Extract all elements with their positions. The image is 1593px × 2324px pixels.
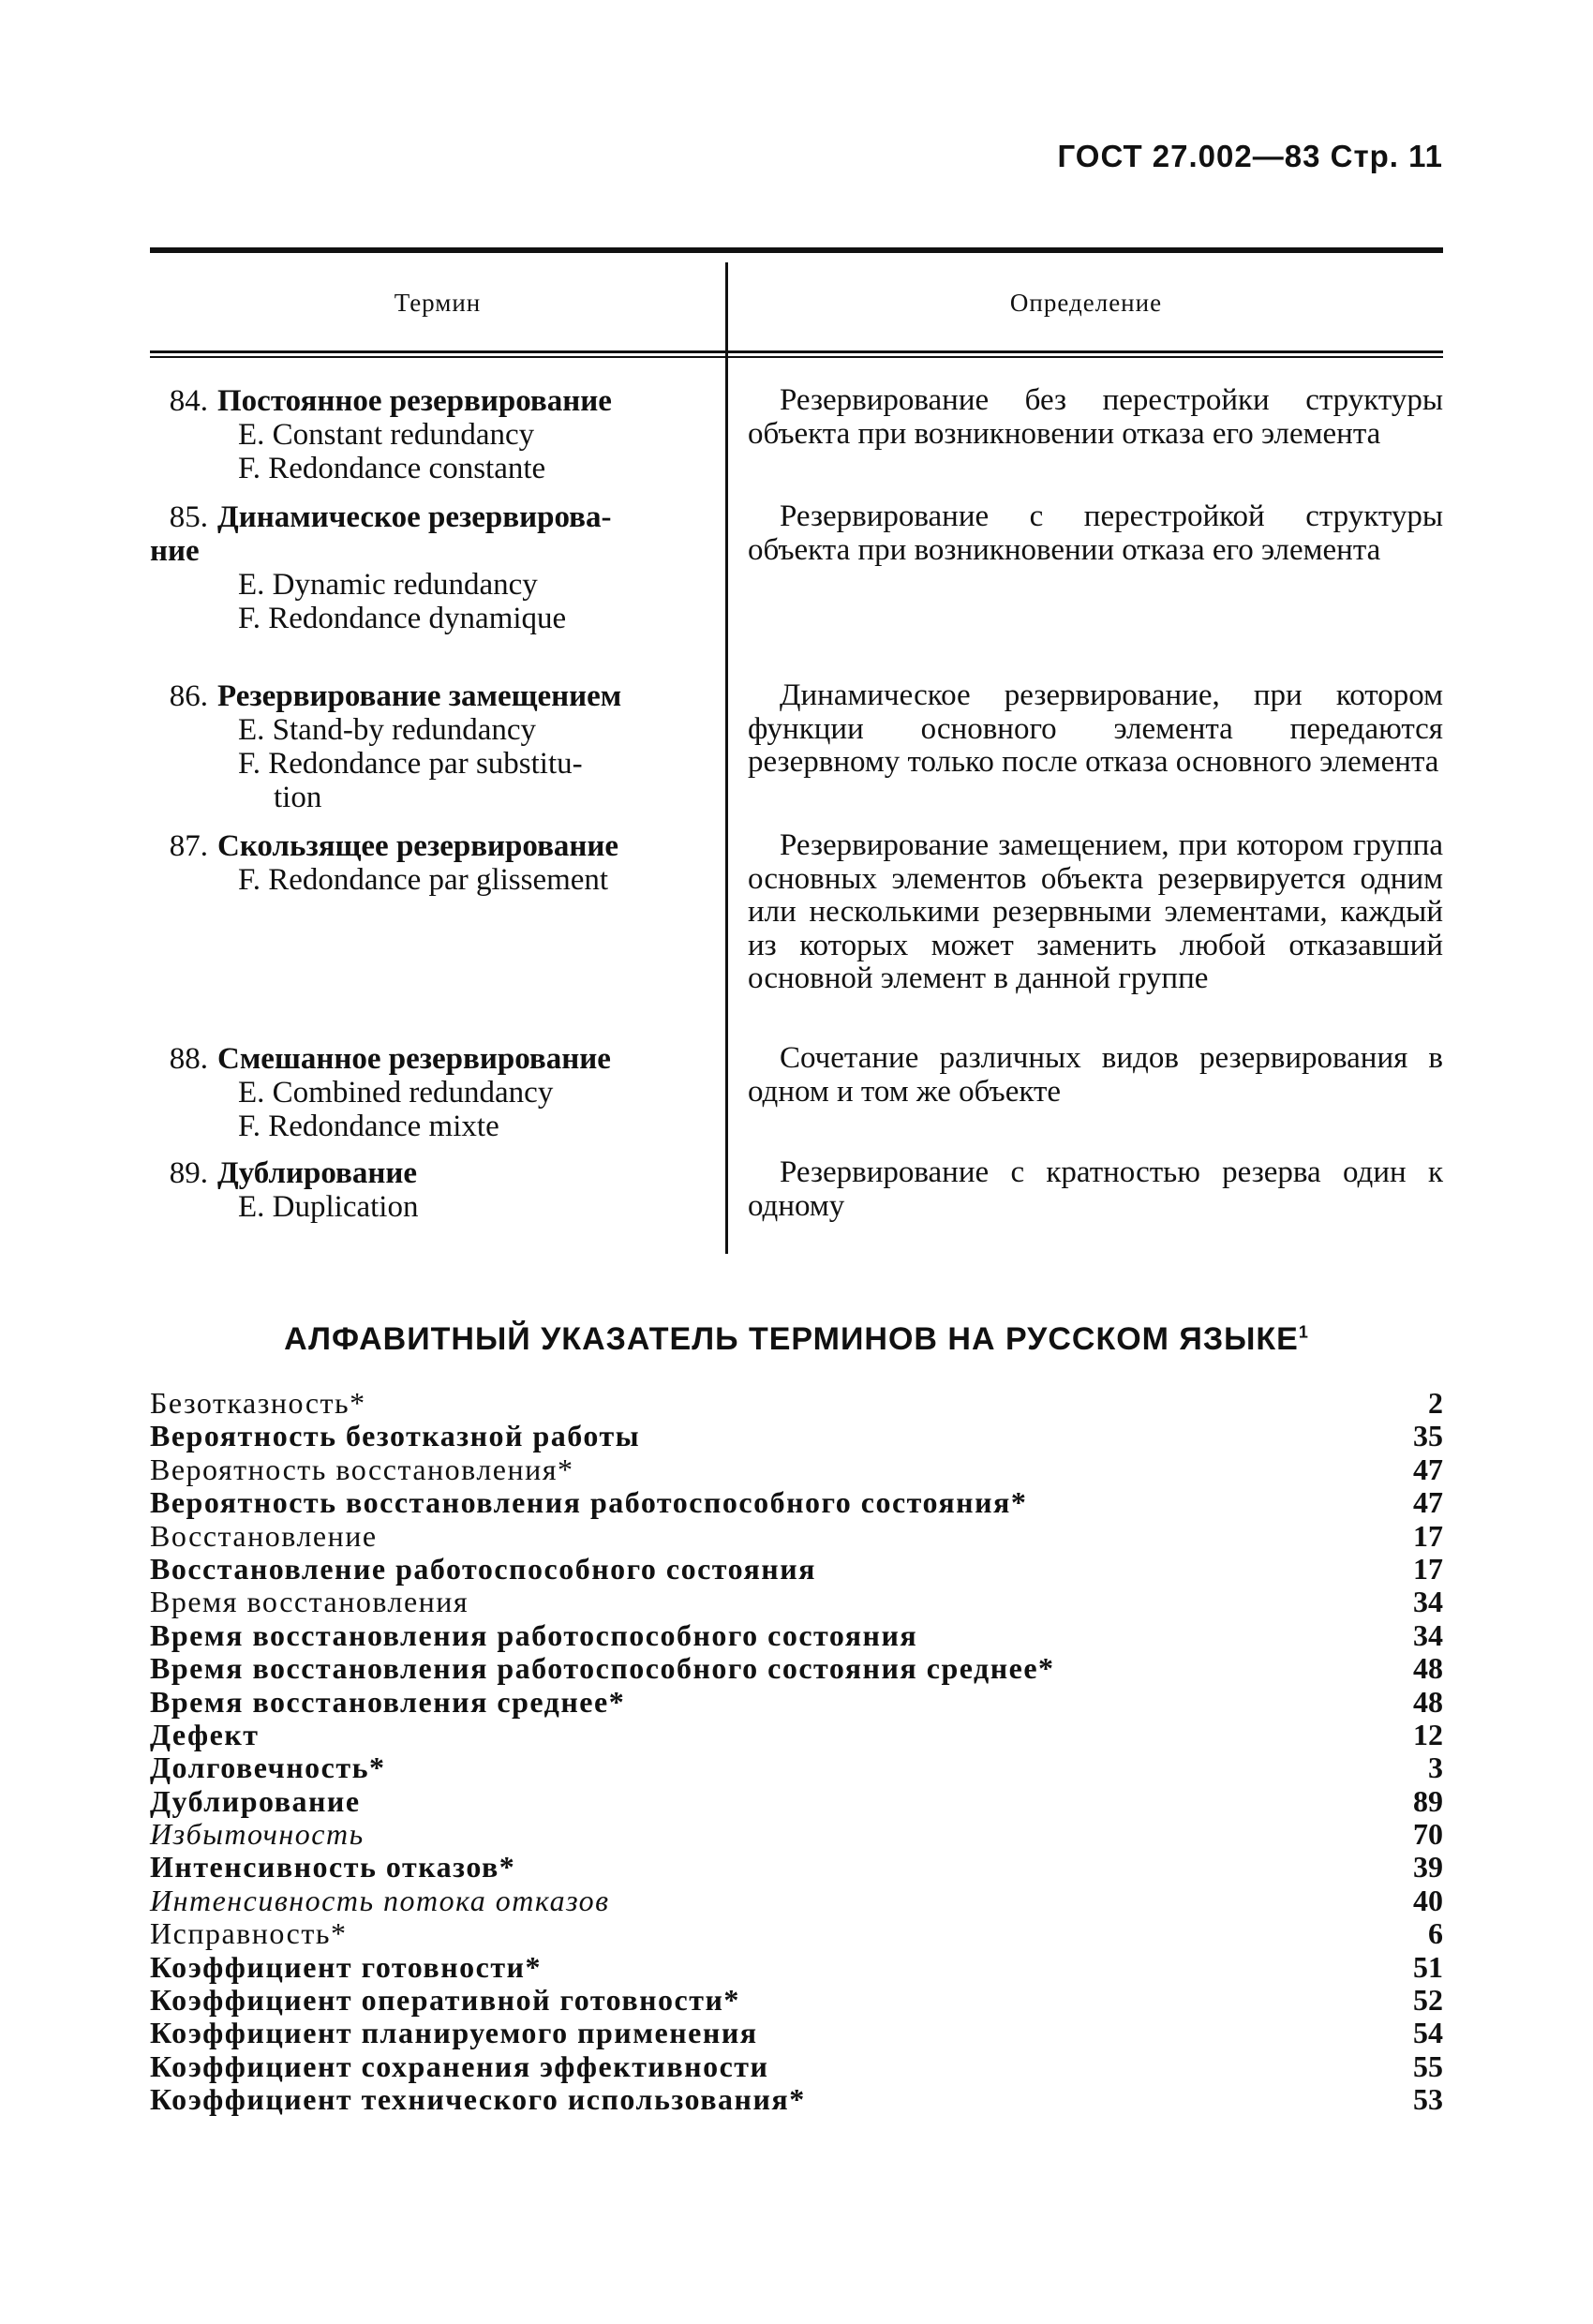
index-term: Дефект — [150, 1717, 260, 1751]
index-page-number: 48 — [1413, 1684, 1443, 1719]
index-row — [150, 1486, 1443, 1519]
index-term: Время восстановления — [150, 1585, 469, 1619]
term-definition: Сочетание различных видов резервирования в одном и том же объекте — [748, 1041, 1443, 1109]
term-definition: Резервирование с кратностью резерва один к одному — [748, 1155, 1443, 1223]
term-russian: Дублирование — [217, 1156, 418, 1190]
index-row — [150, 1785, 1443, 1818]
index-term: Восстановление — [150, 1518, 378, 1553]
term-russian: Резервирование замещением — [217, 679, 622, 713]
term-cell — [150, 384, 703, 485]
index-row — [150, 1686, 1443, 1719]
table-header-rule — [150, 350, 1443, 358]
index-row — [150, 1619, 1443, 1652]
index-page-number: 3 — [1428, 1750, 1443, 1785]
index-page-number: 40 — [1413, 1883, 1443, 1917]
index-page-number: 54 — [1413, 2016, 1443, 2050]
index-row — [150, 1520, 1443, 1553]
term-russian-continued: ние — [150, 534, 200, 568]
term-cell — [150, 1042, 703, 1143]
index-term: Коэффициент сохранения эффективности — [150, 2048, 769, 2083]
index-row — [150, 1586, 1443, 1618]
term-number: 84. — [169, 384, 208, 418]
index-page-number: 51 — [1413, 1949, 1443, 1984]
column-header-definition: Определение — [1009, 289, 1163, 317]
index-term: Коэффициент планируемого применения — [150, 2016, 758, 2050]
index-page-number: 53 — [1413, 2082, 1443, 2117]
term-translation: E. Dynamic redundancy — [238, 568, 538, 602]
index-term: Интенсивность отказов* — [150, 1850, 516, 1885]
column-divider — [725, 262, 728, 1254]
index-page-number: 89 — [1413, 1783, 1443, 1818]
index-term: Коэффициент готовности* — [150, 1949, 542, 1984]
index-row — [150, 1751, 1443, 1784]
index-page-number: 48 — [1413, 1651, 1443, 1686]
index-row — [150, 1719, 1443, 1751]
term-translation: E. Duplication — [238, 1190, 419, 1224]
index-term: Безотказность* — [150, 1386, 366, 1420]
index-page-number: 70 — [1413, 1817, 1443, 1852]
index-row — [150, 1553, 1443, 1586]
footnote-mark: 1 — [1298, 1322, 1309, 1342]
term-translation: E. Combined redundancy — [238, 1076, 554, 1110]
index-row — [150, 1420, 1443, 1452]
index-page-number: 47 — [1413, 1452, 1443, 1486]
term-number: 85. — [169, 500, 208, 534]
index-term: Время восстановления работоспособного состояния — [150, 1617, 918, 1652]
index-page-number: 17 — [1413, 1518, 1443, 1553]
term-translation: F. Redondance par substitu- — [238, 747, 583, 781]
index-term: Коэффициент технического использования* — [150, 2082, 806, 2117]
index-row — [150, 1387, 1443, 1420]
index-page-number: 2 — [1428, 1386, 1443, 1420]
index-term: Вероятность восстановления работоспособного состояния* — [150, 1485, 1028, 1520]
index-term: Избыточность — [150, 1817, 365, 1852]
index-term: Дублирование — [150, 1783, 361, 1818]
index-row — [150, 1917, 1443, 1950]
term-translation: tion — [274, 781, 322, 814]
index-term: Исправность* — [150, 1916, 348, 1951]
index-row — [150, 2083, 1443, 2116]
term-russian: Скользящее резервирование — [217, 829, 619, 863]
term-cell — [150, 500, 703, 635]
index-title: АЛФАВИТНЫЙ УКАЗАТЕЛЬ ТЕРМИНОВ НА РУССКОМ ЯЗЫКЕ$^1$ — [284, 1321, 1309, 1357]
term-cell — [150, 679, 703, 814]
table-top-rule — [150, 247, 1443, 253]
term-russian: Динамическое резервирова- — [217, 500, 612, 534]
index-term: Коэффициент оперативной готовности* — [150, 1983, 740, 2018]
index-page-number: 6 — [1428, 1916, 1443, 1951]
index-term: Вероятность восстановления* — [150, 1452, 574, 1486]
index-page-number: 35 — [1413, 1419, 1443, 1453]
term-number: 89. — [169, 1156, 208, 1190]
alphabetical-index — [150, 1387, 1443, 2117]
index-row — [150, 1652, 1443, 1685]
term-cell — [150, 829, 703, 897]
index-row — [150, 1453, 1443, 1486]
term-russian: Постоянное резервирование — [217, 384, 612, 418]
index-term: Время восстановления среднее* — [150, 1684, 626, 1719]
index-term: Долговечность* — [150, 1750, 386, 1785]
index-term: Вероятность безотказной работы — [150, 1419, 641, 1453]
term-translation: F. Redondance dynamique — [238, 602, 567, 635]
term-number: 86. — [169, 679, 208, 713]
term-translation: F. Redondance constante — [238, 452, 546, 485]
index-term: Восстановление работоспособного состояния — [150, 1551, 816, 1586]
index-page-number: 17 — [1413, 1551, 1443, 1586]
term-translation: E. Stand-by redundancy — [238, 713, 536, 747]
column-header-term: Термин — [394, 289, 482, 317]
index-page-number: 55 — [1413, 2048, 1443, 2083]
index-page-number: 52 — [1413, 1983, 1443, 2018]
term-translation: E. Constant redundancy — [238, 418, 535, 452]
index-row — [150, 1885, 1443, 1917]
term-definition: Резервирование с перестройкой структуры объекта при возникновении отказа его элемента — [748, 499, 1443, 567]
index-page-number: 47 — [1413, 1485, 1443, 1520]
term-russian: Смешанное резервирование — [217, 1042, 611, 1076]
index-row — [150, 1984, 1443, 2017]
index-row — [150, 2017, 1443, 2049]
term-definition: Динамическое резервирование, при котором функции основного элемента передаются резервному только после отказа основного элемента — [748, 678, 1443, 779]
term-cell — [150, 1156, 703, 1224]
term-definition: Резервирование без перестройки структуры объекта при возникновении отказа его элемента — [748, 383, 1443, 451]
term-number: 87. — [169, 829, 208, 863]
index-page-number: 12 — [1413, 1717, 1443, 1751]
term-number: 88. — [169, 1042, 208, 1076]
index-row — [150, 2050, 1443, 2083]
index-row — [150, 1818, 1443, 1851]
term-definition: Резервирование замещением, при котором группа основных элементов объекта резервируется одним или несколькими резервными элементами, каждый из которых может заменить любой отказавший основной элемент в данной группе — [748, 828, 1443, 995]
index-term: Время восстановления работоспособного состояния среднее* — [150, 1651, 1055, 1686]
index-term: Интенсивность потока отказов — [150, 1883, 610, 1917]
index-row — [150, 1951, 1443, 1984]
page-header: ГОСТ 27.002—83 Стр. 11 — [1057, 139, 1443, 173]
term-translation: F. Redondance par glissement — [238, 863, 609, 897]
index-row — [150, 1851, 1443, 1884]
index-page-number: 34 — [1413, 1617, 1443, 1652]
term-translation: F. Redondance mixte — [238, 1110, 499, 1143]
index-page-number: 34 — [1413, 1585, 1443, 1619]
index-page-number: 39 — [1413, 1850, 1443, 1885]
